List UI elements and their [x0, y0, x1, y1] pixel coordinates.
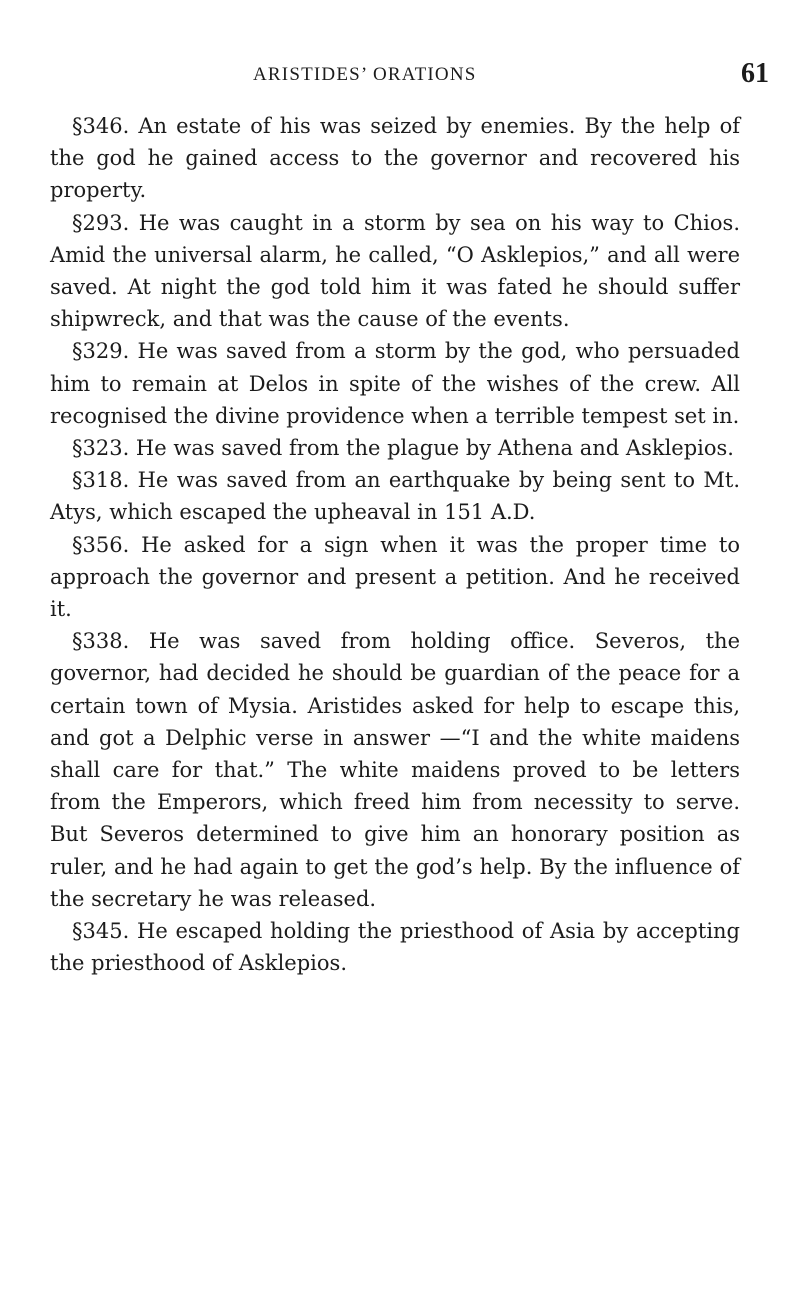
paragraph-323: §323. He was saved from the plague by Athena and Asklepios. [72, 436, 734, 461]
paragraph-346: §346. An estate of his was seized by enemies. By the help of the god he gained access to the governor and recovered his property. [50, 114, 740, 203]
paragraph-345: §345. He escaped holding the priesthood of Asia by accepting the priesthood of Asklepios. [50, 919, 740, 976]
paragraph-329: §329. He was saved from a storm by the god, who persuaded him to remain at Delos in spite of the wishes of the crew. All recognised the divine providence when a terrible tempest set in. [50, 339, 740, 428]
paragraph-318: §318. He was saved from an earthquake by being sent to Mt. Atys, which escaped the upheaval in 151 A.D. [50, 468, 740, 525]
paragraph-356: §356. He asked for a sign when it was the proper time to approach the governor and present a petition. And he received it. [50, 532, 740, 622]
paragraph-338: §338. He was saved from holding office. Severos, the governor, had decided he should be guardian of the peace for a certain town of Mysia. Aristides asked for help to escape this, and got a Delphic verse in answer —“I and the white maidens shall care for that.” The white maidens proved to be letters from the Emperors, which freed him from necessity to serve. But Severos determined to give him an honorary position as ruler, and he had again to get the god’s help. By the influence of the secretary he was released. [50, 629, 740, 911]
running-head [0, 58, 801, 98]
running-head-title: ARISTIDES’ ORATIONS [253, 64, 477, 85]
page-number: 61 [741, 58, 769, 89]
body-text [50, 110, 740, 979]
paragraph-293: §293. He was caught in a storm by sea on his way to Chios. Amid the universal alarm, he called, “O Asklepios,” and all were saved. At night the god told him it was fated he should suffer shipwreck, and that was the cause of the events. [50, 210, 740, 332]
